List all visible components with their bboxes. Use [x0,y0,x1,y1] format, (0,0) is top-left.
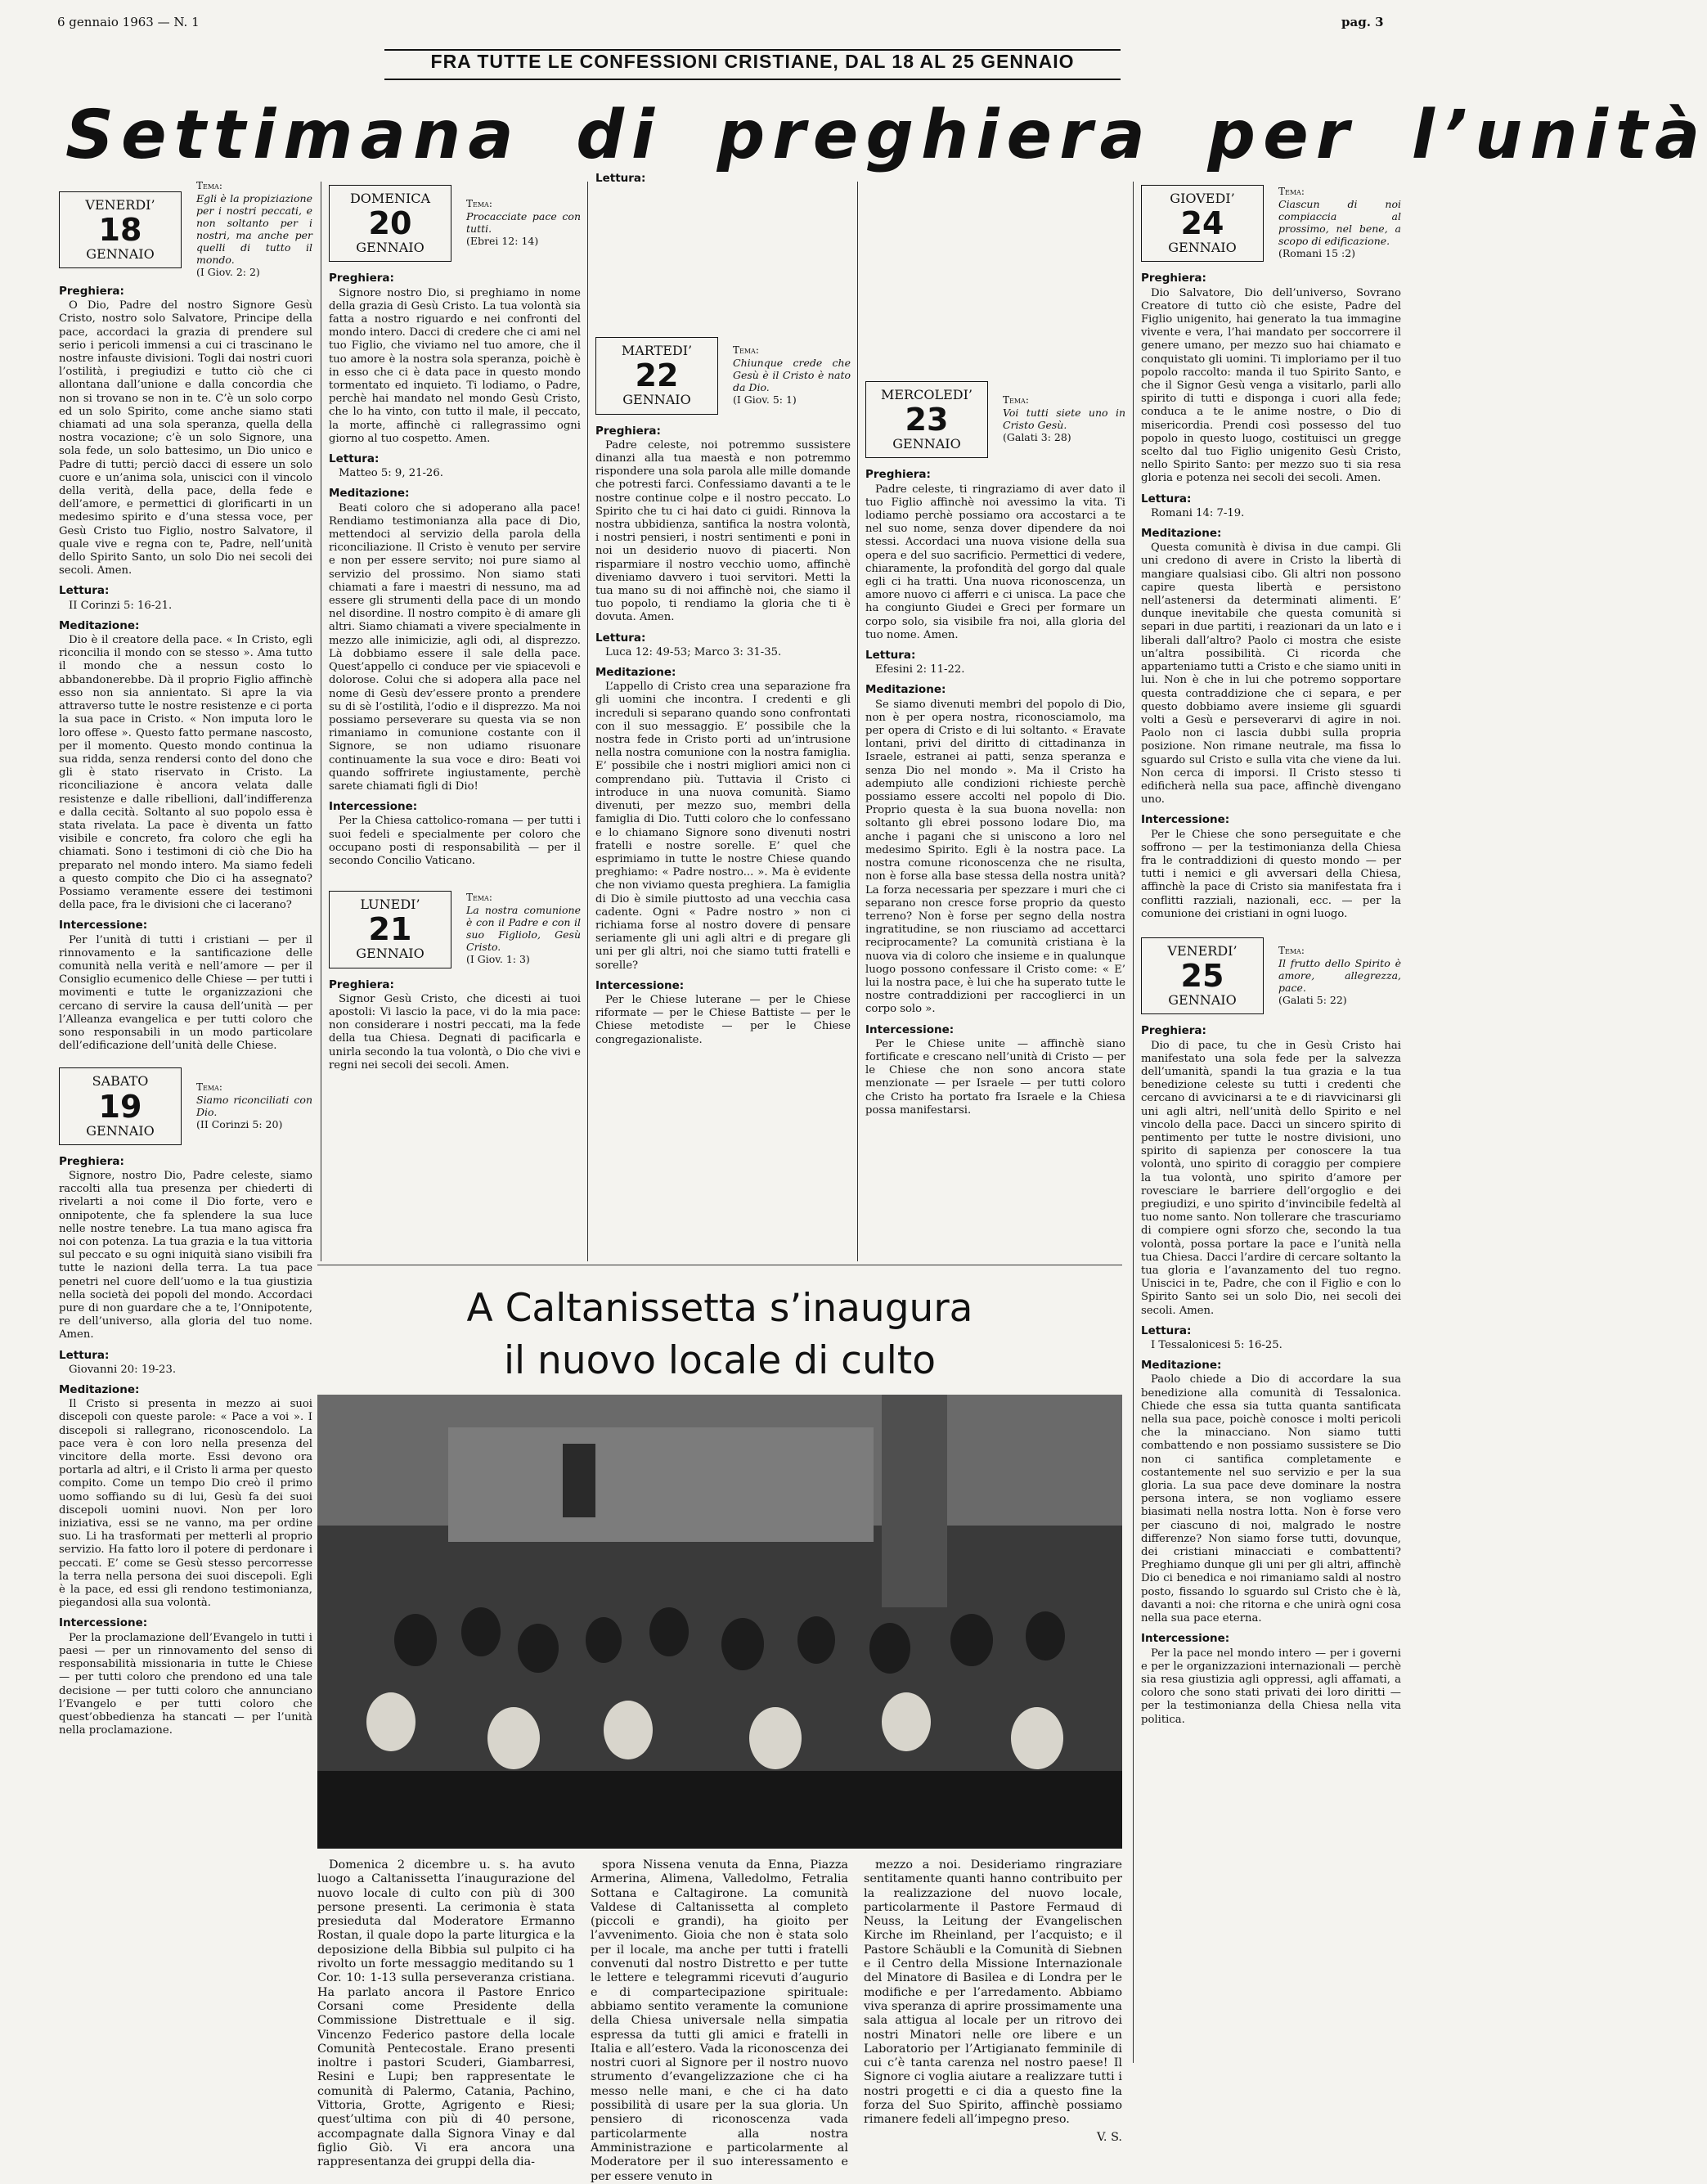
tema [733,344,851,406]
article-headline-line-1: A Caltanissetta s’inaugura [466,1286,973,1331]
lettura-text: Efesini 2: 11-22. [875,663,965,676]
lettura-text: Matteo 5: 9, 21-26. [339,467,443,480]
day-month: GENNAIO [356,240,425,256]
intercessione-label: Intercessione: [595,978,685,992]
day-name: SABATO [92,1073,149,1090]
tema-text: Siamo riconciliati con Dio. [196,1093,312,1118]
lettura-label: Lettura: [1141,492,1192,506]
day-block-24 [1141,180,1401,265]
tema-label: Tema: [733,344,759,356]
tema-text: La nostra comunione è con il Padre e con il suo Figliolo, Gesù Cristo. [466,904,581,954]
meditazione-text: Dio è il creatore della pace. « In Cristo, egli riconcilia il mondo con se stesso ». Ama tutto il mondo che a nessun costo lo abbandonerebbe. Dà il proprio Figlio affinchè esso non sia annientato. Si apre la via attraverso tutte le nostre resistenze e ci porta la sua pace in Cristo. « Non imputa loro le loro offese ». Questo fatto permane nascosto, per il momento. Questo mondo continua la sua ridda, senza rendersi conto del dono che gli è stato riservato in Cristo. La riconciliazione è ancora velata dalle resistenze e dalle ribellioni, dall’indifferenza e dalla cecità. Soltanto al suo popolo essa è stata rivelata. La pace è diventa un fatto visibile e concreto, fra coloro che egli ha chiamati. Sono i testimoni di ciò che Dio ha preparato nel mondo intero. Ma siamo fedeli a questo compito che Dio ci ha assegnato? Possiamo veramente essere dei testimoni della pace, fra le divisioni che ci lacerano? [59,634,312,912]
day-date: 19 [98,1088,142,1125]
preghiera-text: Dio Salvatore, Dio dell’universo, Sovrano Creatore di tutto ciò che esiste, Padre del Figlio unigenito, hai generato la tua immagine vivente e vera, l’hai mandato per soccorrere il genere umano, per mezzo suo hai chiamato e conquistato gli uomini. Ti imploriamo per il tuo popolo raccolto: manda il tuo Spirito Santo, e che il Signor Gesù venga a visitarlo, parli allo spirito di tutti e disponga i cuori alla fede; conduca a te le anime nostre, o Dio di misericordia. Prendi così possesso del tuo popolo in questo luogo, costituisci un gregge scelto dal tuo Figlio unigenito Gesù Cristo, nello Spirito Santo: per mezzo suo ti sia resa gloria e potenza nei secoli dei secoli. Amen. [1141,286,1401,485]
congregation-photo-illustration [317,1395,1122,1849]
lettura-label: Lettura: [1141,1323,1192,1337]
tema-label: Tema: [1278,944,1305,956]
lettura-label: Lettura: [59,584,110,598]
intercessione-text: Per la Chiesa cattolico-romana — per tutti i suoi fedeli e specialmente per coloro che occupano posti di responsabilità — per il secondo Concilio Vaticano. [329,815,581,867]
day-name: VENERDI’ [1167,942,1238,959]
column-2 [329,180,581,1076]
preghiera-text: Signore, nostro Dio, Padre celeste, siamo raccolti alla tua presenza per chiederti di rivelarti a noi come il Dio forte, vero e onnipotente, che fa splendere la sua luce nelle nostre tenebre. La tua mano agisca fra noi con potenza. La tua grazia e la tua vittoria sul peccato e su ogni iniquità siano visibili fra tutte le nazioni della terra. La tua pace penetri nel cuore dell’uomo e la tua giustizia nella società dei popoli del mondo. Accordaci pure di non guardare che a te, l’Onnipotente, re dell’universo, alla gloria del tuo nome. Amen. [59,1169,312,1341]
tema-label: Tema: [1278,186,1305,198]
day-block-23 [865,376,1125,461]
article-column-2 [591,1858,848,2184]
meditazione-text: Paolo chiede a Dio di accordare la sua benedizione alla comunità di Tessalonica. Chiede che essa sia tutta quanta santificata nella sua pace, poichè conosce i molti pericoli che la minacciano. Non siamo tutti combattendo e non possiamo sussistere se Dio non ci santifica completamente e costantemente nel suo servizio e per la sua gloria. La sua pace deve dominare la nostra persona intera, se non vogliamo essere biasimati nella nostra lotta. Non è forse vero per ciascuno di noi, malgrado le nostre differenze? Non siamo forse tutti, dovunque, dei cristiani minacciati e combattenti? Preghiamo dunque gli uni per gli altri, affinchè Dio ci benedica e noi rimaniamo saldi al nostro posto, fissando lo sguardo sul Cristo che è là, davanti a noi: che ritorna e che unirà ogni cosa nella sua pace eterna. [1141,1373,1401,1625]
lettura-text: Romani 14: 7-19. [1151,506,1245,519]
day-block-25 [1141,932,1401,1018]
meditazione-text: L’appello di Cristo crea una separazione fra gli uomini che incontra. I credenti e gli increduli si separano quando sono confrontati con il suo messaggio. E’ possibile che la nostra fede in Cristo porti ad un’intrusione nella nostra comunione con la nostra famiglia. E’ possibile che i nostri migliori amici non ci comprendano più. Tuttavia il Cristo ci introduce in una nuova comunità. Siamo divenuti, per mezzo suo, membri della famiglia di Dio. Tutti coloro che lo confessano e lo chiamano Signore sono divenuti nostri fratelli e nostre sorelle. E’ quel che esprimiamo in tutte le nostre Chiese quando preghiamo: « Padre nostro... ». Ma è evidente che non viviamo questa preghiera. La famiglia di Dio è simile piuttosto ad una vecchia casa cadente. Ogni « Padre nostro » non ci richiama forse al nostro dovere di pensare seriamente gli uni agli altri e di pregare gli uni per gli altri, noi che siamo tutti fratelli e sorelle? [595,681,851,972]
tema-text: Procacciate pace con tutti. [466,210,581,236]
day-date: 24 [1180,205,1224,242]
day-date: 18 [98,212,142,248]
tema-ref: (II Corinzi 5: 20) [196,1117,283,1130]
day-month: GENNAIO [622,392,691,408]
article-text: spora Nissena venuta da Enna, Piazza Armerina, Alimena, Valledolmo, Fetralia Sottana e Caltagirone. La comunità Valdese di Caltanissetta al completo (piccoli e grandi), ha gioito per l’avvenimento. Gioia che non è stata solo per il locale, ma anche per tutti i fratelli convenuti dal nostro Distretto e per tutte le lettere e telegrammi ricevuti d’augurio e di compartecipazione spirituale: abbiamo sentito veramente la comunione della Chiesa universale nella simpatia espressa da tutti gli amici e fratelli in Italia e all’estero. Vada la riconoscenza dei nostri cuori al Signore per il nostro nuovo strumento d’evangelizzazione che ci ha messo nelle mani, e che ci ha dato possibilità di usare per la sua gloria. Un pensiero di riconoscenza vada particolarmente alla nostra Amministrazione e particolarmente al Moderatore per il suo interessamento e per essere venuto in [591,1858,848,2183]
intercessione-label: Intercessione: [59,919,148,932]
day-block-21 [329,886,581,971]
tema-text: Chiunque crede che Gesù è il Cristo è nato da Dio. [733,356,851,393]
preghiera-label: Preghiera: [329,272,394,285]
tema [466,198,581,247]
article-column-1 [317,1858,575,2170]
intercessione-label: Intercessione: [1141,813,1230,827]
column-1 [59,180,312,1741]
day-month: GENNAIO [356,946,425,962]
lettura-label: Lettura: [595,172,646,185]
meditazione-text: Beati coloro che si adoperano alla pace! Rendiamo testimonianza alla pace di Dio, mettendoci al servizio della parola della riconciliazione. Il Cristo è venuto per servire e non per essere servito; noi pure siamo al servizio del prossimo. Non siamo stati chiamati a fare i maestri di nessuno, ma ad essere gli strumenti della pace di un mondo nel disordine. Il nostro compito è di amare gli altri. Siamo chiamati a vivere specialmente in mezzo alle inimicizie, agli odi, al disprezzo. Là dobbiamo essere il sale della pace. Quest’appello ci conduce per vie spiacevoli e dolorose. Colui che si adopera alla pace nel nome di Gesù dev’essere pronto a prendere su di sè l’ostilità, l’odio e il disprezzo. Ma noi possiamo perseverare su questa via se non rimaniamo in comunione costante con il Signore, se non udiamo risuonare continuamente la sua voce e diro: Beati voi quando soffrirete ingiustamente, perchè sarete chiamati figli di Dio! [329,501,581,793]
intercessione-label: Intercessione: [59,1616,148,1630]
meditazione-label: Meditazione: [329,487,410,501]
preghiera-label: Preghiera: [59,285,124,298]
day-month: GENNAIO [86,246,155,262]
tema [196,180,312,278]
lettura-text: Luca 12: 49-53; Marco 3: 31-35. [605,645,782,658]
day-box [1141,185,1264,262]
article-column-3 [864,1858,1122,2145]
banner-text: FRA TUTTE LE CONFESSIONI CRISTIANE, DAL 18 AL 25 GENNAIO [430,51,1075,72]
day-date: 23 [905,402,949,438]
tema-ref: (Romani 15 :2) [1278,247,1356,260]
tema-ref: (I Giov. 2: 2) [196,266,260,278]
lettura-text: Giovanni 20: 19-23. [69,1363,177,1376]
day-date: 25 [1180,958,1224,995]
meditazione-label: Meditazione: [1141,1359,1222,1373]
column-rule [857,182,858,1261]
intercessione-label: Intercessione: [865,1022,955,1036]
column-5 [1141,180,1401,1730]
day-block-19 [59,1063,312,1148]
intercessione-text: Per le Chiese luterane — per le Chiese riformate — per le Chiese Battiste — per le Chiese metodiste — per le Chiese congregazionaliste. [595,993,851,1046]
preghiera-label: Preghiera: [59,1154,124,1168]
tema-ref: (I Giov. 1: 3) [466,953,530,966]
lettura-text: I Tessalonicesi 5: 16-25. [1151,1339,1282,1352]
article-text: Domenica 2 dicembre u. s. ha avuto luogo a Caltanissetta l’inaugurazione del nuovo locale di culto con più di 300 persone presenti. La cerimonia è stata presieduta dal Moderatore Ermanno Rostan, il quale dopo la parte liturgica e la deposizione della Bibbia sul pulpito ci ha rivolto un forte messaggio meditando su 1 Cor. 10: 1-13 sulla perseveranza cristiana. Ha parlato ancora il Pastore Enrico Corsani come Presidente della Commissione Distrettuale e il sig. Vincenzo Federico pastore della locale Comunità Pentecostale. Erano presenti inoltre i pastori Scuderi, Giambarresi, Resini e Lupi; ben rappresentate le comunità di Palermo, Catania, Pachino, Vittoria, Grotte, Agrigento e Riesi; quest’ultima con più di 40 persone, accompagnate dalla Signora Vinay e dal figlio Giò. Vi era ancora una rappresentanza dei gruppi della dia- [317,1858,575,2169]
intercessione-label: Intercessione: [1141,1632,1230,1646]
day-box [865,381,988,458]
tema [466,892,581,965]
day-date: 21 [368,911,412,948]
meditazione-label: Meditazione: [1141,527,1222,541]
meditazione-label: Meditazione: [865,683,946,697]
article-headline-line-2: il nuovo locale di culto [504,1338,936,1383]
tema-label: Tema: [466,198,492,210]
preghiera-label: Preghiera: [1141,1024,1206,1038]
preghiera-label: Preghiera: [865,468,931,482]
preghiera-text: O Dio, Padre del nostro Signore Gesù Cristo, nostro solo Salvatore, Principe della pace, accordaci la grazia di prendere sul serio i pericoli immensi a cui ci trascinano le nostre infauste divisioni. Togli dai nostri cuori l’ostilità, i pregiudizi e tutto ciò che ci allontana dall’unione e dalla concordia che non si trovano se non in te. C’è un solo corpo ed un solo Spirito, come anche siamo stati chiamati ad una sola speranza, quella della nostra vocazione; c’è un solo Signore, una sola fede, un solo battesimo, un Dio unico e Padre di tutti; perciò dacci di essere un solo cuore e un’anima sola, uniscici con il vincolo della verità, della pace, della fede e dell’amore, e permettici di glorificarti in un medesimo spirito e d’una stessa voce, per Gesù Cristo tuo Figlio, nostro Salvatore, il quale vive e regna con te, Padre, nell’unità dello Spirito Santo, un solo Dio nei secoli dei secoli. Amen. [59,299,312,577]
day-name: MERCOLEDI’ [880,387,973,402]
preghiera-text: Dio di pace, tu che in Gesù Cristo hai manifestato una sola fede per la salvezza dell’umanità, spandi la tua grazia e la tua benedizione celeste su tutti i credenti che cercano di avvicinarsi a te e di riavvicinarsi gli uni agli altri, nell’unità dello Spirito e nel vincolo della pace. Dacci un sincero spirito di pentimento per tutte le nostre divisioni, uno spirito di sapienza per conoscere la tua volontà, uno spirito di coraggio per compiere la tua volontà, uno spirito d’amore per rovesciare le barriere dell’orgoglio e dei pregiudizi, e uno spirito d’invincibile fedeltà al tuo nome santo. Non tollerare che trascuriamo di compiere ogni sforzo che, secondo la tua volontà, possa portare la pace e l’unità nella tua Chiesa. Dacci l’ardire di cercare soltanto la tua gloria e l’avanzamento del tuo regno. Uniscici in te, Padre, che con il Figlio e con lo Spirito Santo sei un solo Dio, nei secoli dei secoli. Amen. [1141,1039,1401,1317]
tema-text: Ciascun di noi compiaccia al prossimo, nel bene, a scopo di edificazione. [1278,198,1401,248]
day-box [59,191,182,268]
tema-text: Egli è la propiziazione per i nostri peccati, e non soltanto per i nostri, ma anche per quelli di tutto il mondo. [196,192,312,266]
day-name: VENERDI’ [85,196,155,213]
day-box [595,337,718,414]
preghiera-label: Preghiera: [595,424,661,438]
article-signature: V. S. [1097,2130,1122,2144]
day-name: GIOVEDI’ [1170,191,1235,206]
article-photo [317,1395,1122,1849]
preghiera-text: Padre celeste, ti ringraziamo di aver dato il tuo Figlio affinchè noi avessimo la vita. Ti lodiamo perchè possiamo ora accostarci a te nel suo nome, senza dover dipendere da noi stessi. Accordaci una nuova visione della sua opera e del suo sacrificio. Permettici di vedere, chiaramente, la profondità del gorgo dal quale egli ci ha tratti. Una nuova riconoscenza, un amore nuovo ci afferri e ci unisca. La pace che ha congiunto Giudei e Greci per formare un corpo solo, sia visibile fra noi, alla gloria del tuo nome. Amen. [865,483,1125,641]
day-name: LUNEDI’ [360,897,420,913]
tema-label: Tema: [196,1081,222,1093]
tema-label: Tema: [196,180,222,191]
page-headline: Settimana di preghiera per l’unità [65,97,1707,174]
tema-label: Tema: [466,892,492,904]
preghiera-label: Preghiera: [1141,272,1206,285]
meditazione-text: Se siamo divenuti membri del popolo di Dio, non è per opera nostra, riconosciamolo, ma per opera di Cristo e di lui soltanto. « Eravate lontani, privi del diritto di cittadinanza in Israele, estranei ai patti, senza speranza e senza Dio nel mondo ». Ma il Cristo ha adempiuto alle condizioni richieste perchè possiamo essere accolti nel popolo di Dio. Proprio questa è la sua buona novella: non soltanto gli ebrei possono lodare Dio, ma anche i pagani che si uniscono a loro nel medesimo Spirito. Egli è la nostra pace. La nostra comune riconoscenza che ne risulta, non è forse alla base stessa della nostra unità? La forza necessaria per spezzare i muri che ci separano non cresce forse proprio da questo terreno? Non è forse per segno della nostra ingratitudine, se non riusciamo ad accettarci reciprocamente? La comunità cristiana è la nuova via di coloro che insieme e in qualunque luogo possono confessare il Cristo come: « E’ lui la nostra pace, è lui che ha superato tutte le nostre contraddizioni per raccoglierci in un corpo solo ». [865,698,1125,1016]
tema-label: Tema: [1003,394,1029,407]
tema [1003,394,1125,443]
preghiera-text: Signore nostro Dio, si preghiamo in nome della grazia di Gesù Cristo. La tua volontà sia fatta a nostro riguardo e nei confronti del mondo intero. Dacci di credere che ci ami nel tuo Figlio, che viviamo nel tuo amore, che il tuo amore è la nostra sola speranza, poichè è in esso che ci è data pace in questo mondo tormentato ed inquieto. Ti lodiamo, o Padre, perchè hai mandato nel mondo Gesù Cristo, che lo ha vinto, con tutto il male, il peccato, la morte, affinchè ci rallegrassimo ogni giorno al tuo cospetto. Amen. [329,286,581,445]
intercessione-label: Intercessione: [329,800,418,814]
preghiera-text: Padre celeste, noi potremmo sussistere dinanzi alla tua maestà e non potremmo rispondere una sola parola alle mille domande che potresti farci. Confessiamo davanti a te le nostre continue colpe e il nostro peccato. Lo Spirito che tu ci hai dato ci guidi. Rinnova la nostra ubbidienza, santifica la nostra volontà, i nostri pensieri, i nostri sentimenti e poni in noi un desiderio nuovo di piacerti. Non risparmiare il nostro vecchio uomo, affinchè diveniamo davvero i tuoi servitori. Metti la tua mano su di noi affinchè noi, che siamo il tuo popolo, ti rendiamo la gloria che ti è dovuta. Amen. [595,438,851,624]
masthead-date: 6 gennaio 1963 — N. 1 [57,15,200,29]
intercessione-text: Per la pace nel mondo intero — per i governi e per le organizzazioni internazionali — perchè sia resa giustizia agli oppressi, agli affamati, a coloro che sono stati privati dei loro diritti — per la testimonianza della Chiesa nella vita politica. [1141,1647,1401,1726]
article-headline [319,1283,1121,1387]
day-month: GENNAIO [892,436,961,452]
tema-text: Voi tutti siete uno in Cristo Gesù. [1003,407,1125,432]
day-block-18 [59,180,312,278]
lettura-label: Lettura: [595,631,646,645]
day-box [329,891,451,968]
column-4 [865,172,1125,1121]
intercessione-text: Per le Chiese unite — affinchè siano fortificate e crescano nell’unità di Cristo — per le Chiese che non sono ancora state menzionate — per Israele — per tutti coloro che Cristo ha portato fra Israele e la Chiesa possa manifestarsi. [865,1037,1125,1117]
intercessione-text: Per l’unità di tutti i cristiani — per il rinnovamento e la santificazione delle comunità nella verità e nell’amore — per il Consiglio ecumenico delle Chiese — per tutti i movimenti e tutte le organizzazioni che cercano di servire la causa dell’unità — per l’Alleanza evangelica e per tutti coloro che sono responsabili in un modo particolare dell’edificazione dell’unità delle Chiese. [59,933,312,1053]
tema [1278,945,1401,1006]
day-box [59,1067,182,1144]
day-name: MARTEDI’ [621,343,693,359]
meditazione-label: Meditazione: [595,666,676,680]
lettura-label: Lettura: [59,1348,110,1362]
preghiera-text: Signor Gesù Cristo, che dicesti ai tuoi apostoli: Vi lascio la pace, vi do la mia pace: non considerare i nostri peccati, ma la fede della tua Chiesa. Degnati di pacificarla e unirla secondo la tua volontà, o Dio che vivi e regni nei secoli dei secoli. Amen. [329,992,581,1072]
day-box [1141,937,1264,1014]
lettura-label: Lettura: [865,649,916,663]
meditazione-text: Questa comunità è divisa in due campi. Gli uni credono di avere in Cristo la libertà di mangiare qualsiasi cibo. Gli altri non possono capire questa libertà e persistono nell’astenersi da determinati alimenti. E’ dunque inevitabile che questa comunità si separi in due partiti, i reazionari da un lato e i liberali dall’altro? Paolo ci mostra che esiste un’altra possibilità. Ci ricorda che apparteniamo tutti a Cristo e che siamo uniti in lui. Non è che in lui che potremo sopportare questa contraddizione che ci separa, e per questo dobbiamo avere insieme gli sguardi volti a Gesù e perseverarvi di agire in noi. Paolo non ci lascia dubbi sulla propria posizione. Non rimane neutrale, ma fissa lo sguardo sul Cristo e sulla vita che viene da lui. Non cerca di imporsi. Il Cristo stesso ti edificherà nella sua pace, affinchè divengano uno. [1141,542,1401,807]
tema-ref: (Galati 3: 28) [1003,431,1071,444]
column-3 [595,172,851,1050]
intercessione-text: Per le Chiese che sono perseguitate e che soffrono — per la testimonianza della Chiesa fra le contraddizioni di questo mondo — per tutti i nemici e gli avversari della Chiesa, affinchè la pace di Cristo sia manifestata fra i conflitti razziali, nazionali, ecc. — per la comunione dei cristiani in ogni luogo. [1141,828,1401,920]
meditazione-text: Il Cristo si presenta in mezzo ai suoi discepoli con queste parole: « Pace a voi ». I discepoli si rallegrano, riconoscendolo. La pace vera è con loro nella presenza del vincitore della morte. Essi devono ora portarla ad altri, e il Cristo li arma per questo compito. Come un tempo Dio creò il primo uomo soffiando su di lui, Gesù fa dei suoi discepoli uomini nuovi. Non per loro iniziativa, essi se ne vanno, ma per ordine suo. Li ha trasformati per metterli al proprio servizio. Ha fatto loro il potere di perdonare i peccati. E’ come se Gesù stesso percorresse la terra nella persona dei suoi discepoli. Egli è la pace, ed essi gli rendono testimonianza, piegandosi alla sua volontà. [59,1398,312,1610]
lettura-label: Lettura: [329,452,380,466]
day-month: GENNAIO [1168,992,1237,1009]
intercessione-text: Per la proclamazione dell’Evangelo in tutti i paesi — per un rinnovamento del senso di responsabilità missionaria in tutte le Chiese — per tutti coloro che prendono ed una tale decisione — per tutti coloro che annunciano l’Evangelo e per tutti coloro che quest’obbedienza ha stancati — per l’unità nella proclamazione. [59,1631,312,1737]
day-block-20 [329,180,581,265]
day-date: 22 [635,357,679,394]
day-box [329,185,451,262]
column-rule [1133,182,1134,2063]
day-month: GENNAIO [86,1122,155,1139]
meditazione-label: Meditazione: [59,618,140,632]
tema [1278,186,1401,259]
meditazione-label: Meditazione: [59,1383,140,1397]
tema-ref: (I Giov. 5: 1) [733,393,797,406]
tema-ref: (Ebrei 12: 14) [466,235,539,248]
day-month: GENNAIO [1168,240,1237,256]
day-block-22 [595,332,851,417]
column-rule [587,182,588,1261]
day-name: DOMENICA [349,191,431,206]
tema-text: Il frutto dello Spirito è amore, allegrezza, pace. [1278,956,1401,994]
tema-ref: (Galati 5: 22) [1278,993,1347,1006]
day-date: 20 [368,205,412,242]
lettura-text: II Corinzi 5: 16-21. [69,599,173,612]
section-banner [384,51,1121,73]
article-text: mezzo a noi. Desideriamo ringraziare sentitamente quanti hanno contribuito per la realizzazione del nuovo locale, particolarmente il Pastore Fermaud di Neuss, la Leitung der Evangelischen Kirche im Rheinland, per l’acquisto; e il Pastore Schäubli e la Comunità di Siebnen e il Centro della Missione Internazionale del Minatore di Basilea e di Londra per le modifiche e per l’arredamento. Abbiamo viva speranza di aprire prossimamente una sala attigua al locale per un ritrovo dei nostri Minatori nelle ore libere e un Laboratorio per l’Artigianato femminile di cui c’è tanta carenza nel nostro paese! Il Signore ci voglia aiutare a realizzare tutti i nostri progetti e ci dia a questo fine la forza del Suo Spirito, affinchè possiamo rimanere fedeli all’impegno preso. [864,1858,1122,2127]
tema [196,1081,312,1130]
preghiera-label: Preghiera: [329,977,394,991]
page-number: pag. 3 [1341,15,1384,29]
